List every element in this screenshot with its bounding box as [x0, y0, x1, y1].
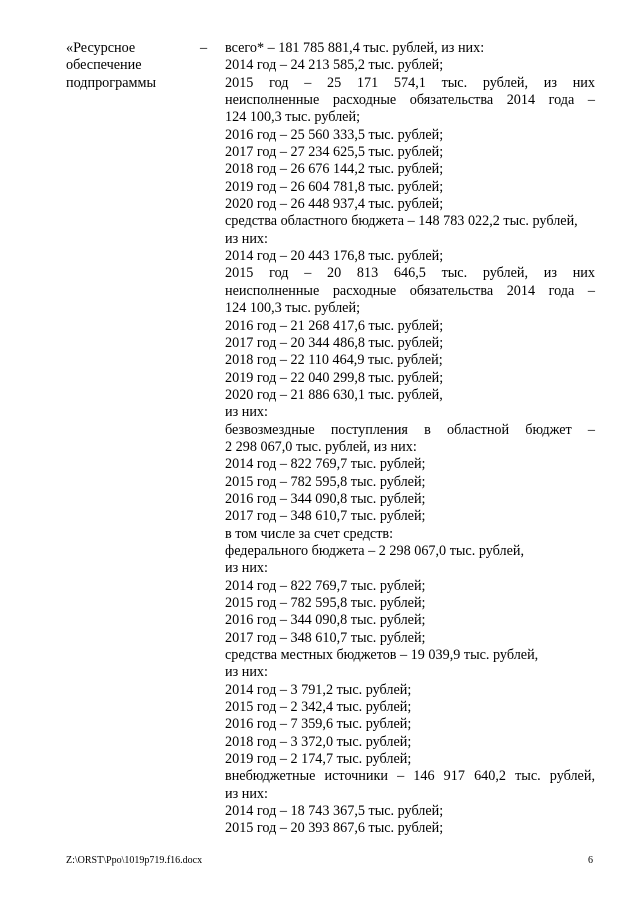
content-line: всего* – 181 785 881,4 тыс. рублей, из них:: [225, 40, 485, 56]
content-line: 2019 год – 26 604 781,8 тыс. рублей;: [225, 178, 444, 195]
content-line: 2 298 067,0 тыс. рублей, из них:: [225, 438, 417, 455]
content-line: безвозмездные поступления в областной бюджет –: [225, 421, 595, 438]
content-line: из них:: [225, 560, 268, 577]
content-line: 2017 год – 20 344 486,8 тыс. рублей;: [225, 334, 444, 351]
content-line: 2014 год – 20 443 176,8 тыс. рублей;: [225, 248, 444, 265]
content-line: 2015 год – 20 393 867,6 тыс. рублей;: [225, 820, 444, 837]
content-line: внебюджетные источники – 146 917 640,2 тыс. рублей,: [225, 768, 595, 785]
content-line: 2016 год – 25 560 333,5 тыс. рублей;: [225, 126, 444, 143]
page-number: 6: [588, 855, 593, 866]
content-line: 124 100,3 тыс. рублей;: [225, 300, 361, 317]
content-line: 2018 год – 3 372,0 тыс. рублей;: [225, 733, 412, 750]
content-line: 2017 год – 348 610,7 тыс. рублей;: [225, 508, 426, 525]
content-line: 2016 год – 21 268 417,6 тыс. рублей;: [225, 317, 444, 334]
label-dash: –: [200, 40, 208, 56]
content-line: 2018 год – 22 110 464,9 тыс. рублей;: [225, 352, 443, 369]
content-line: в том числе за счет средств:: [225, 525, 394, 542]
content-line: 2020 год – 26 448 937,4 тыс. рублей;: [225, 196, 444, 213]
section-label-line: подпрограммы: [66, 74, 156, 91]
content-line: 2014 год – 24 213 585,2 тыс. рублей;: [225, 57, 444, 74]
content-line: 124 100,3 тыс. рублей;: [225, 109, 361, 126]
section-label-line: «Ресурсное: [66, 40, 136, 56]
content-line: неисполненные расходные обязательства 2014 года –: [225, 282, 595, 299]
content-line: 2020 год – 21 886 630,1 тыс. рублей,: [225, 386, 443, 403]
footer-file-path: Z:\ORST\Ppo\1019p719.f16.docx: [66, 855, 203, 866]
content-line: 2015 год – 782 595,8 тыс. рублей;: [225, 595, 426, 611]
content-line: 2019 год – 2 174,7 тыс. рублей;: [225, 751, 412, 768]
content-line: 2014 год – 822 769,7 тыс. рублей;: [225, 577, 426, 594]
content-line: неисполненные расходные обязательства 2014 года –: [225, 92, 595, 109]
content-line: средства местных бюджетов – 19 039,9 тыс. рублей,: [225, 647, 539, 664]
content-line: 2015 год – 2 342,4 тыс. рублей;: [225, 699, 412, 716]
content-line: 2015 год – 20 813 646,5 тыс. рублей, из них: [225, 265, 595, 282]
content-line: 2017 год – 27 234 625,5 тыс. рублей;: [225, 144, 444, 161]
content-line: 2015 год – 782 595,8 тыс. рублей;: [225, 473, 426, 490]
funding-content: [225, 40, 595, 838]
content-line: 2016 год – 344 090,8 тыс. рублей;: [225, 612, 426, 629]
content-line: 2016 год – 344 090,8 тыс. рублей;: [225, 490, 426, 507]
section-label: [66, 40, 186, 92]
content-line: 2015 год – 25 171 574,1 тыс. рублей, из них: [225, 74, 595, 91]
content-line: 2014 год – 3 791,2 тыс. рублей;: [225, 681, 412, 698]
content-line: средства областного бюджета – 148 783 022,2 тыс. рублей,: [225, 213, 578, 230]
content-line: 2014 год – 18 743 367,5 тыс. рублей;: [225, 803, 444, 820]
content-line: 2019 год – 22 040 299,8 тыс. рублей;: [225, 369, 444, 386]
content-line: 2018 год – 26 676 144,2 тыс. рублей;: [225, 161, 444, 178]
content-line: 2014 год – 822 769,7 тыс. рублей;: [225, 456, 426, 473]
content-line: из них:: [225, 230, 268, 247]
content-line: 2016 год – 7 359,6 тыс. рублей;: [225, 716, 412, 733]
section-label-line: обеспечение: [66, 57, 142, 74]
content-line: федерального бюджета – 2 298 067,0 тыс. рублей,: [225, 542, 525, 559]
content-line: из них:: [225, 664, 268, 681]
content-line: из них:: [225, 785, 268, 802]
content-line: из них:: [225, 404, 268, 421]
content-line: 2017 год – 348 610,7 тыс. рублей;: [225, 629, 426, 646]
